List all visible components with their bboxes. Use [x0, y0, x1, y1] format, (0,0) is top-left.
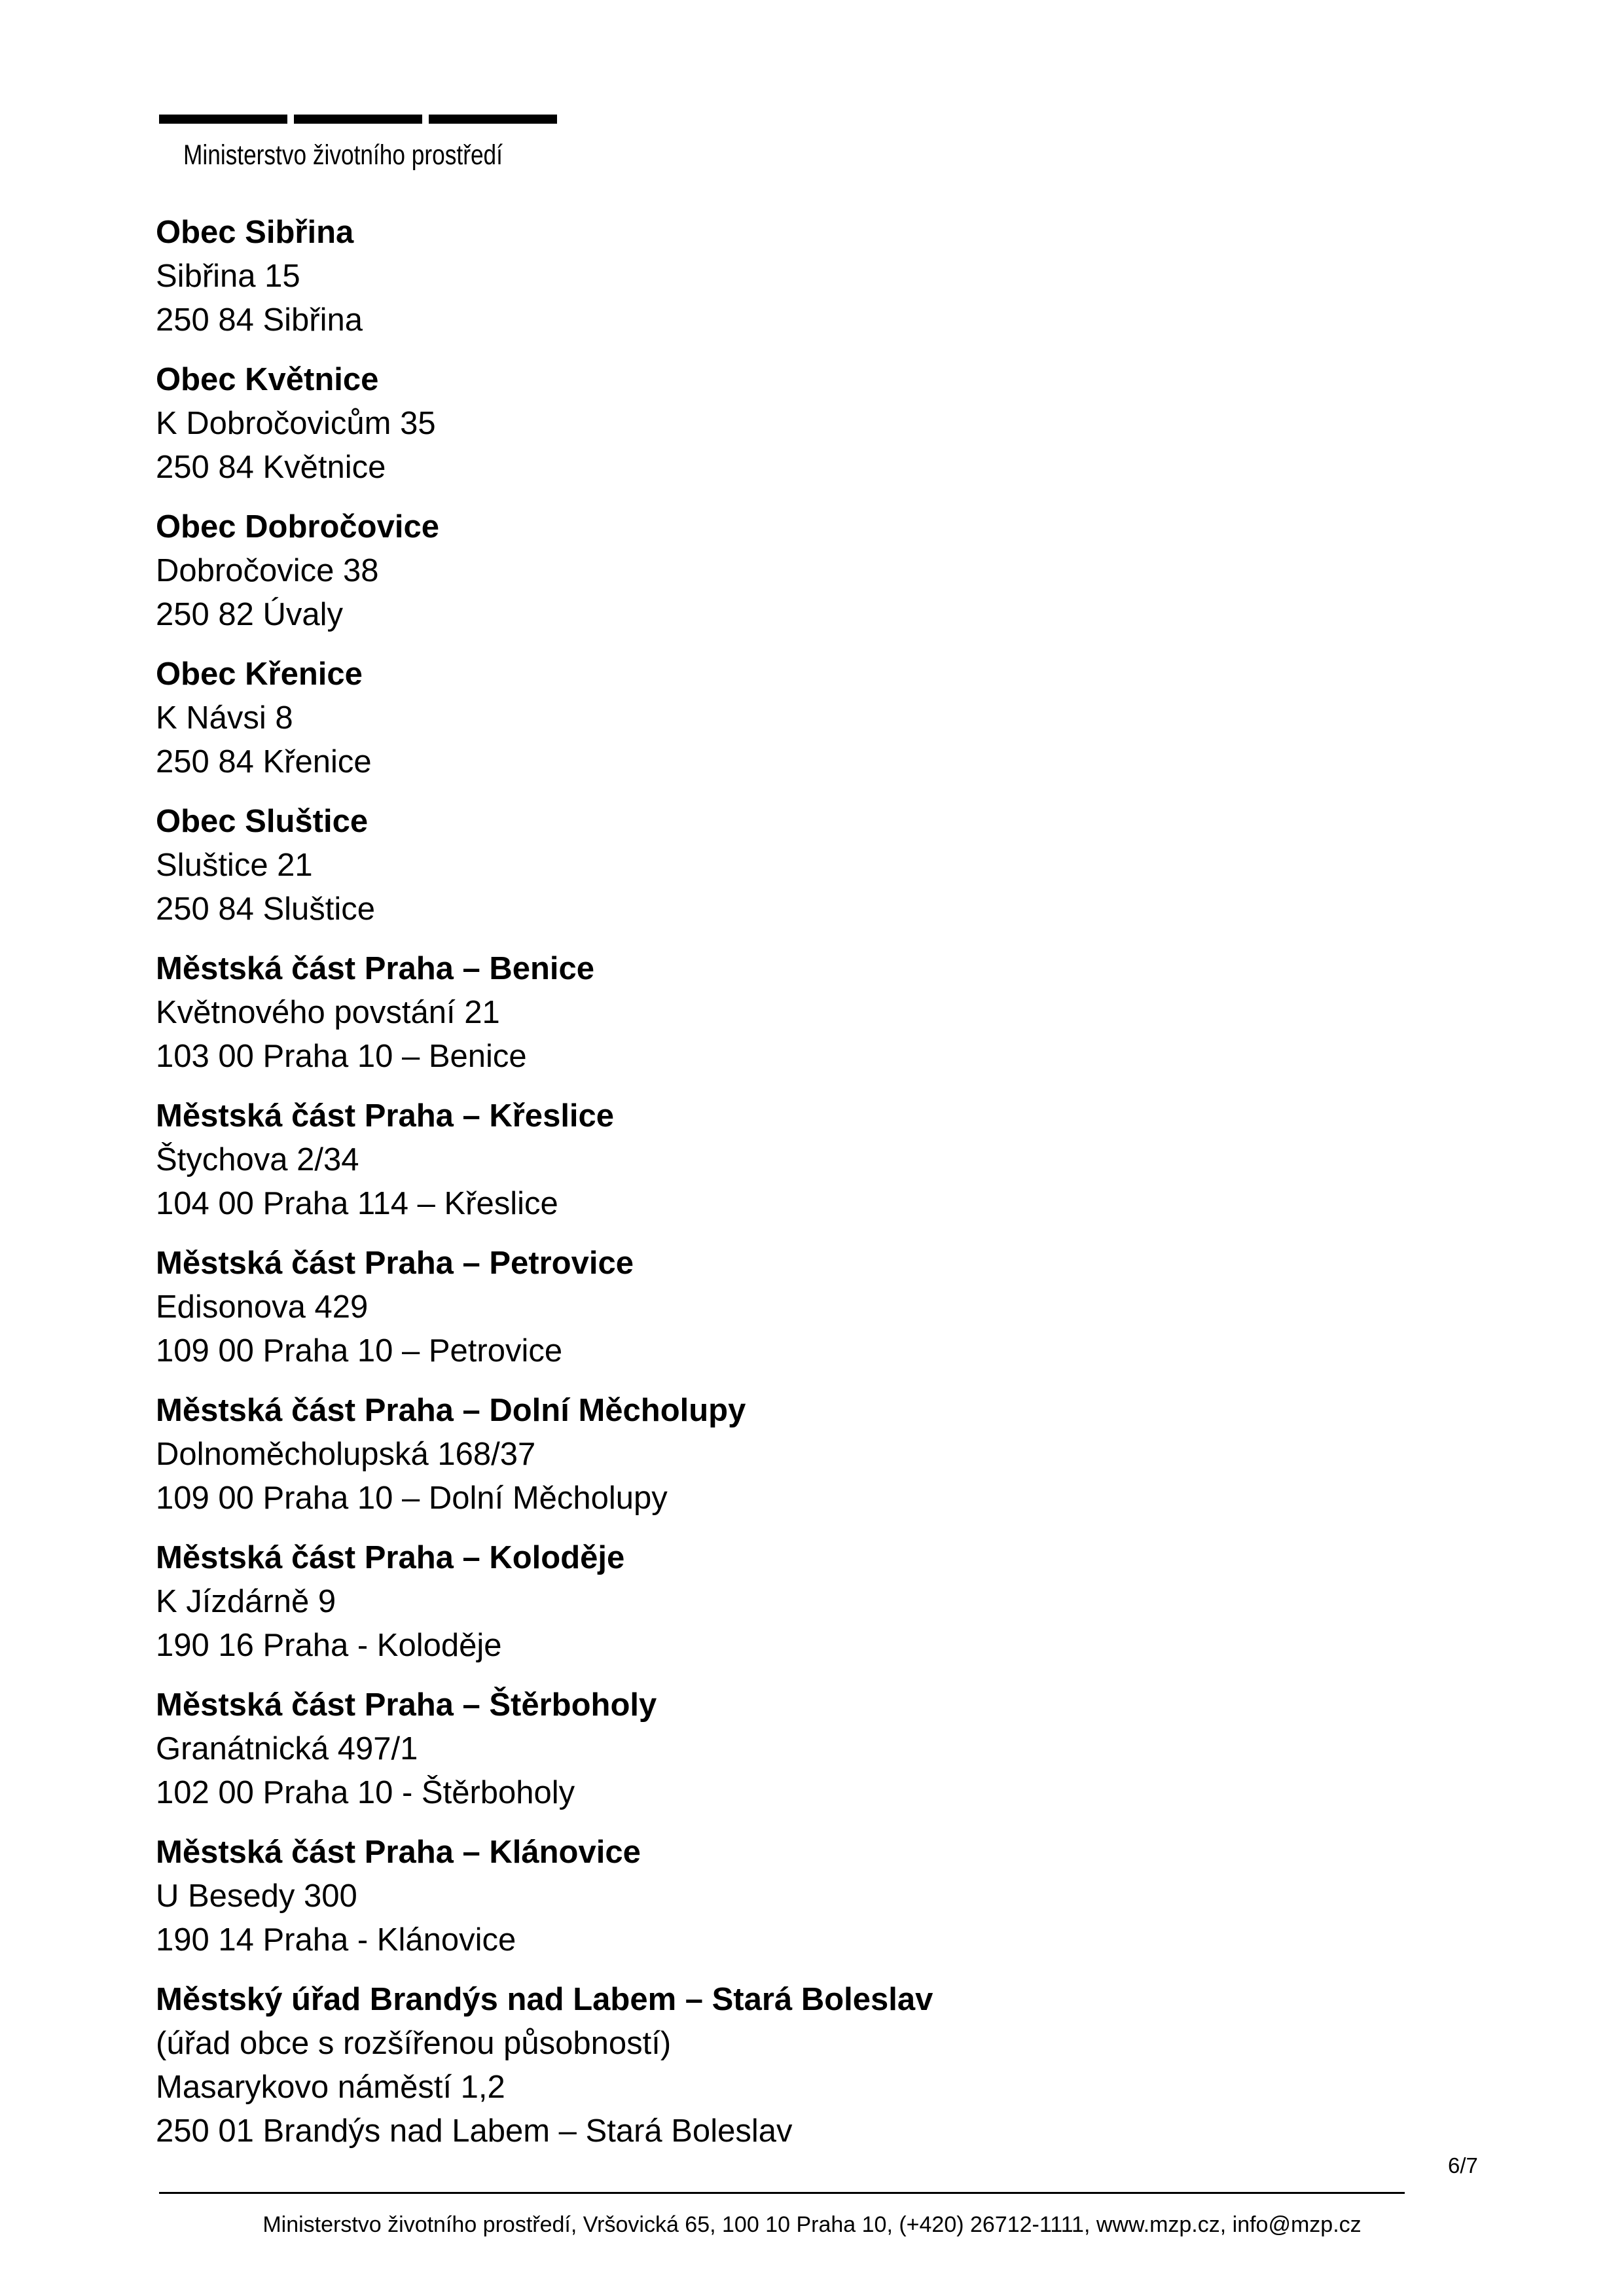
entry-line: (úřad obce s rozšířenou působností) — [156, 2026, 672, 2061]
ministry-logo — [159, 115, 557, 171]
footer-divider — [159, 2192, 1405, 2194]
address-entry — [156, 1536, 1465, 1668]
address-entry — [156, 358, 1465, 490]
address-entry — [156, 1831, 1465, 1962]
address-entry — [156, 1683, 1465, 1815]
address-entry — [156, 1094, 1465, 1226]
address-entry — [156, 800, 1465, 931]
address-entry — [156, 211, 1465, 342]
entry-line: Sibřina 15 — [156, 259, 300, 294]
entry-line: 250 84 Křenice — [156, 744, 372, 780]
entry-line: 109 00 Praha 10 – Petrovice — [156, 1333, 563, 1369]
entry-line: Granátnická 497/1 — [156, 1731, 418, 1767]
entry-line: 109 00 Praha 10 – Dolní Měcholupy — [156, 1480, 668, 1516]
entry-name: Městská část Praha – Dolní Měcholupy — [156, 1393, 746, 1428]
entry-name: Obec Sluštice — [156, 804, 369, 839]
entry-line: 104 00 Praha 114 – Křeslice — [156, 1186, 558, 1221]
logo-bar — [159, 115, 287, 124]
address-list — [156, 211, 1465, 2169]
address-entry — [156, 505, 1465, 637]
entry-name: Obec Dobročovice — [156, 509, 439, 545]
entry-line: 190 14 Praha - Klánovice — [156, 1922, 516, 1958]
address-entry — [156, 1389, 1465, 1520]
logo-text: Ministerstvo životního prostředí — [183, 139, 503, 171]
entry-name: Městská část Praha – Křeslice — [156, 1098, 615, 1134]
entry-line: K Dobročovicům 35 — [156, 406, 436, 441]
entry-line: 250 84 Sibřina — [156, 302, 363, 338]
entry-name: Městská část Praha – Štěrboholy — [156, 1687, 657, 1723]
entry-line: 250 84 Květnice — [156, 450, 386, 485]
address-entry — [156, 1242, 1465, 1373]
entry-name: Obec Křenice — [156, 656, 363, 692]
entry-name: Městská část Praha – Benice — [156, 951, 595, 986]
entry-line: 250 84 Sluštice — [156, 891, 376, 927]
entry-line: Dolnoměcholupská 168/37 — [156, 1437, 536, 1472]
entry-name: Městská část Praha – Petrovice — [156, 1246, 634, 1281]
entry-line: K Návsi 8 — [156, 700, 293, 736]
address-entry — [156, 1978, 1465, 2153]
footer-text: Ministerstvo životního prostředí, Vršovická 65, 100 10 Praha 10, (+420) 26712-1111, www.mzp.cz, info@mzp.cz — [262, 2212, 1362, 2237]
entry-name: Městský úřad Brandýs nad Labem – Stará Boleslav — [156, 1982, 933, 2017]
entry-line: 250 01 Brandýs nad Labem – Stará Boleslav — [156, 2113, 793, 2149]
entry-line: Dobročovice 38 — [156, 553, 379, 588]
entry-line: 102 00 Praha 10 - Štěrboholy — [156, 1775, 575, 1810]
entry-line: Štychova 2/34 — [156, 1142, 359, 1177]
address-entry — [156, 653, 1465, 784]
entry-line: 250 82 Úvaly — [156, 597, 344, 632]
logo-bar — [429, 115, 557, 124]
entry-line: K Jízdárně 9 — [156, 1584, 336, 1619]
entry-name: Městská část Praha – Klánovice — [156, 1835, 641, 1870]
entry-line: 103 00 Praha 10 – Benice — [156, 1039, 527, 1074]
entry-name: Obec Květnice — [156, 362, 379, 397]
entry-line: Květnového povstání 21 — [156, 995, 500, 1030]
address-entry — [156, 947, 1465, 1079]
entry-line: Sluštice 21 — [156, 848, 313, 883]
entry-line: 190 16 Praha - Koloděje — [156, 1628, 502, 1663]
logo-bar — [294, 115, 422, 124]
entry-line: U Besedy 300 — [156, 1878, 357, 1914]
page-number: 6/7 — [1448, 2153, 1478, 2178]
entry-line: Masarykovo náměstí 1,2 — [156, 2070, 505, 2105]
entry-name: Městská část Praha – Koloděje — [156, 1540, 625, 1575]
logo-bars — [159, 115, 557, 124]
entry-name: Obec Sibřina — [156, 215, 354, 250]
entry-line: Edisonova 429 — [156, 1289, 369, 1325]
